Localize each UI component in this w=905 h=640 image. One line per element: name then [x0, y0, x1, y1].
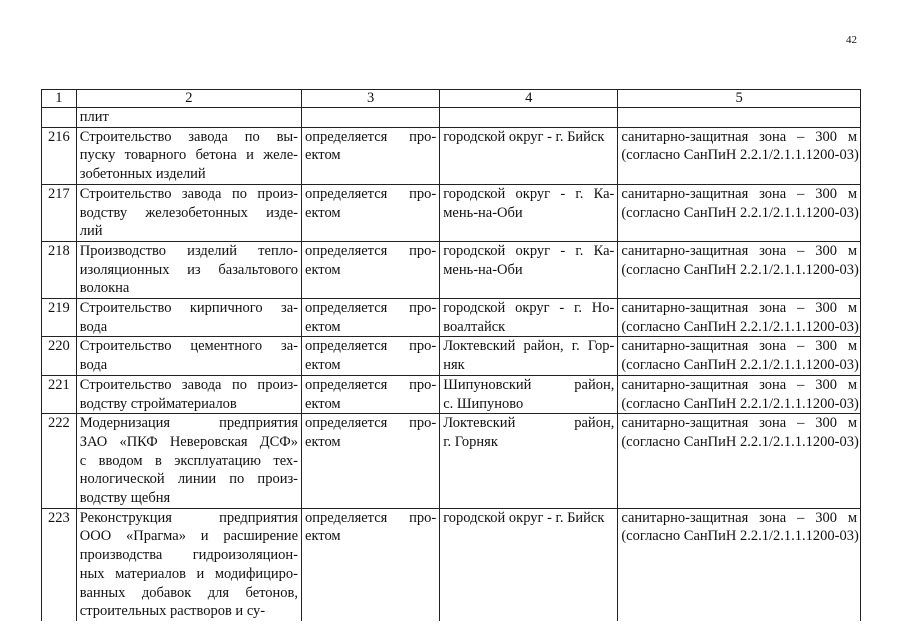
- object-name-line: Строительство цементного за-: [79, 338, 299, 355]
- location-line: городской округ - г. Но-: [443, 300, 615, 317]
- impact-line: (согласно СанПиН 2.2.1/2.1.1.1200-03): [621, 357, 859, 374]
- continuation-cost-cell: [302, 108, 440, 128]
- cost-line: ектом: [305, 528, 341, 545]
- continuation-impact-cell: [618, 108, 861, 128]
- impact-cell: [618, 241, 861, 298]
- object-name-line: ванных добавок для бетонов,: [79, 584, 299, 601]
- header-col-2: 2: [76, 90, 301, 108]
- table-row: [42, 299, 861, 337]
- table-row: [42, 508, 861, 621]
- table-row: [42, 127, 861, 184]
- page-number: 42: [846, 34, 857, 46]
- object-name-line: нологической линии по произ-: [79, 471, 299, 488]
- cost-cell: [302, 127, 440, 184]
- impact-line: санитарно-защитная зона – 300 м: [621, 185, 857, 202]
- object-name-line: зобетонных изделий: [79, 166, 206, 183]
- object-name-line: волокна: [79, 280, 130, 297]
- impact-line: (согласно СанПиН 2.2.1/2.1.1.1200-03): [621, 433, 859, 450]
- impact-line: (согласно СанПиН 2.2.1/2.1.1.1200-03): [621, 528, 859, 545]
- impact-cell: [618, 508, 861, 621]
- object-name-line: лий: [79, 223, 103, 240]
- object-name-line: ООО «Прагма» и расширение: [79, 528, 299, 545]
- impact-cell: [618, 375, 861, 413]
- table-row: [42, 241, 861, 298]
- cost-line: определяется про-: [305, 376, 437, 393]
- row-number: 218: [42, 241, 77, 298]
- header-row: [42, 90, 861, 108]
- object-name-line: пуску товарного бетона и желе-: [79, 147, 299, 164]
- cost-line: определяется про-: [305, 338, 437, 355]
- impact-cell: [618, 127, 861, 184]
- location-line: городской округ - г. Бийск: [443, 128, 605, 145]
- location-cell: [440, 414, 618, 509]
- object-name-line: водству щебня: [79, 490, 171, 507]
- location-cell: [440, 508, 618, 621]
- impact-line: санитарно-защитная зона – 300 м: [621, 509, 857, 526]
- cost-cell: [302, 414, 440, 509]
- impact-line: (согласно СанПиН 2.2.1/2.1.1.1200-03): [621, 318, 859, 335]
- object-name-cell: [76, 299, 301, 337]
- cost-cell: [302, 375, 440, 413]
- object-name-line: вода: [79, 357, 108, 374]
- header-col-5: 5: [618, 90, 861, 108]
- impact-cell: [618, 184, 861, 241]
- impact-line: санитарно-защитная зона – 300 м: [621, 376, 857, 393]
- cost-cell: [302, 508, 440, 621]
- object-name-line: строительных растворов и су-: [79, 603, 266, 620]
- row-number: 219: [42, 299, 77, 337]
- cost-line: ектом: [305, 433, 341, 450]
- object-name-line: с вводом в эксплуатацию тех-: [79, 452, 299, 469]
- cost-line: ектом: [305, 204, 341, 221]
- object-name-line: вода: [79, 318, 108, 335]
- cost-line: определяется про-: [305, 128, 437, 145]
- object-name-line: Строительство завода по вы-: [79, 128, 299, 145]
- impact-line: санитарно-защитная зона – 300 м: [621, 242, 857, 259]
- continuation-text: плит: [76, 108, 301, 128]
- object-name-cell: [76, 508, 301, 621]
- table-row: [42, 337, 861, 375]
- location-line: няк: [443, 357, 465, 374]
- impact-line: (согласно СанПиН 2.2.1/2.1.1.1200-03): [621, 395, 859, 412]
- header-col-1: 1: [42, 90, 77, 108]
- location-line: городской округ - г. Ка-: [443, 185, 615, 202]
- object-name-line: водству железобетонных изде-: [79, 204, 299, 221]
- object-name-line: Строительство завода по произ-: [79, 376, 299, 393]
- cost-line: определяется про-: [305, 509, 437, 526]
- location-line: г. Горняк: [443, 433, 498, 450]
- cost-line: ектом: [305, 395, 341, 412]
- location-line: Локтевский район, г. Гор-: [443, 338, 615, 355]
- cost-line: определяется про-: [305, 415, 437, 432]
- cost-line: ектом: [305, 147, 341, 164]
- object-name-line: Реконструкция предприятия: [79, 509, 299, 526]
- cost-line: определяется про-: [305, 185, 437, 202]
- continuation-location-cell: [440, 108, 618, 128]
- header-col-3: 3: [302, 90, 440, 108]
- object-name-line: Строительство кирпичного за-: [79, 300, 299, 317]
- object-name-cell: [76, 414, 301, 509]
- cost-line: ектом: [305, 357, 341, 374]
- impact-line: санитарно-защитная зона – 300 м: [621, 300, 857, 317]
- row-number: 217: [42, 184, 77, 241]
- impact-cell: [618, 299, 861, 337]
- cost-cell: [302, 184, 440, 241]
- impact-line: санитарно-защитная зона – 300 м: [621, 415, 857, 432]
- location-cell: [440, 337, 618, 375]
- location-cell: [440, 184, 618, 241]
- cost-cell: [302, 299, 440, 337]
- row-number: 220: [42, 337, 77, 375]
- object-name-line: ных материалов и модифициро-: [79, 565, 299, 582]
- object-name-line: водству стройматериалов: [79, 395, 237, 412]
- location-line: мень-на-Оби: [443, 261, 523, 278]
- location-cell: [440, 241, 618, 298]
- object-name-line: изоляционных из базальтового: [79, 261, 299, 278]
- impact-line: санитарно-защитная зона – 300 м: [621, 338, 857, 355]
- location-line: Шипуновский район,: [443, 376, 615, 393]
- location-cell: [440, 375, 618, 413]
- location-line: воалтайск: [443, 318, 506, 335]
- object-name-cell: [76, 127, 301, 184]
- object-name-line: Производство изделий тепло-: [79, 242, 299, 259]
- row-number: 223: [42, 508, 77, 621]
- location-line: мень-на-Оби: [443, 204, 523, 221]
- impact-cell: [618, 337, 861, 375]
- impact-cell: [618, 414, 861, 509]
- continuation-row: [42, 108, 861, 128]
- object-name-line: ЗАО «ПКФ Неверовская ДСФ»: [79, 433, 299, 450]
- object-name-cell: [76, 184, 301, 241]
- table-row: [42, 375, 861, 413]
- cost-cell: [302, 337, 440, 375]
- objects-table: [41, 89, 861, 621]
- object-name-line: Модернизация предприятия: [79, 415, 299, 432]
- table-row: [42, 414, 861, 509]
- object-name-line: производства гидроизоляцион-: [79, 547, 299, 564]
- location-line: с. Шипуново: [443, 395, 524, 412]
- row-number: 222: [42, 414, 77, 509]
- impact-line: (согласно СанПиН 2.2.1/2.1.1.1200-03): [621, 261, 859, 278]
- location-cell: [440, 299, 618, 337]
- continuation-num-cell: [42, 108, 77, 128]
- location-line: городской округ - г. Ка-: [443, 242, 615, 259]
- table-row: [42, 184, 861, 241]
- object-name-cell: [76, 375, 301, 413]
- cost-cell: [302, 241, 440, 298]
- cost-line: определяется про-: [305, 300, 437, 317]
- cost-line: ектом: [305, 261, 341, 278]
- row-number: 221: [42, 375, 77, 413]
- object-name-cell: [76, 337, 301, 375]
- location-line: городской округ - г. Бийск: [443, 509, 605, 526]
- cost-line: определяется про-: [305, 242, 437, 259]
- location-cell: [440, 127, 618, 184]
- object-name-cell: [76, 241, 301, 298]
- object-name-line: Строительство завода по произ-: [79, 185, 299, 202]
- impact-line: (согласно СанПиН 2.2.1/2.1.1.1200-03): [621, 147, 859, 164]
- impact-line: (согласно СанПиН 2.2.1/2.1.1.1200-03): [621, 204, 859, 221]
- row-number: 216: [42, 127, 77, 184]
- cost-line: ектом: [305, 318, 341, 335]
- header-col-4: 4: [440, 90, 618, 108]
- location-line: Локтевский район,: [443, 415, 615, 432]
- impact-line: санитарно-защитная зона – 300 м: [621, 128, 857, 145]
